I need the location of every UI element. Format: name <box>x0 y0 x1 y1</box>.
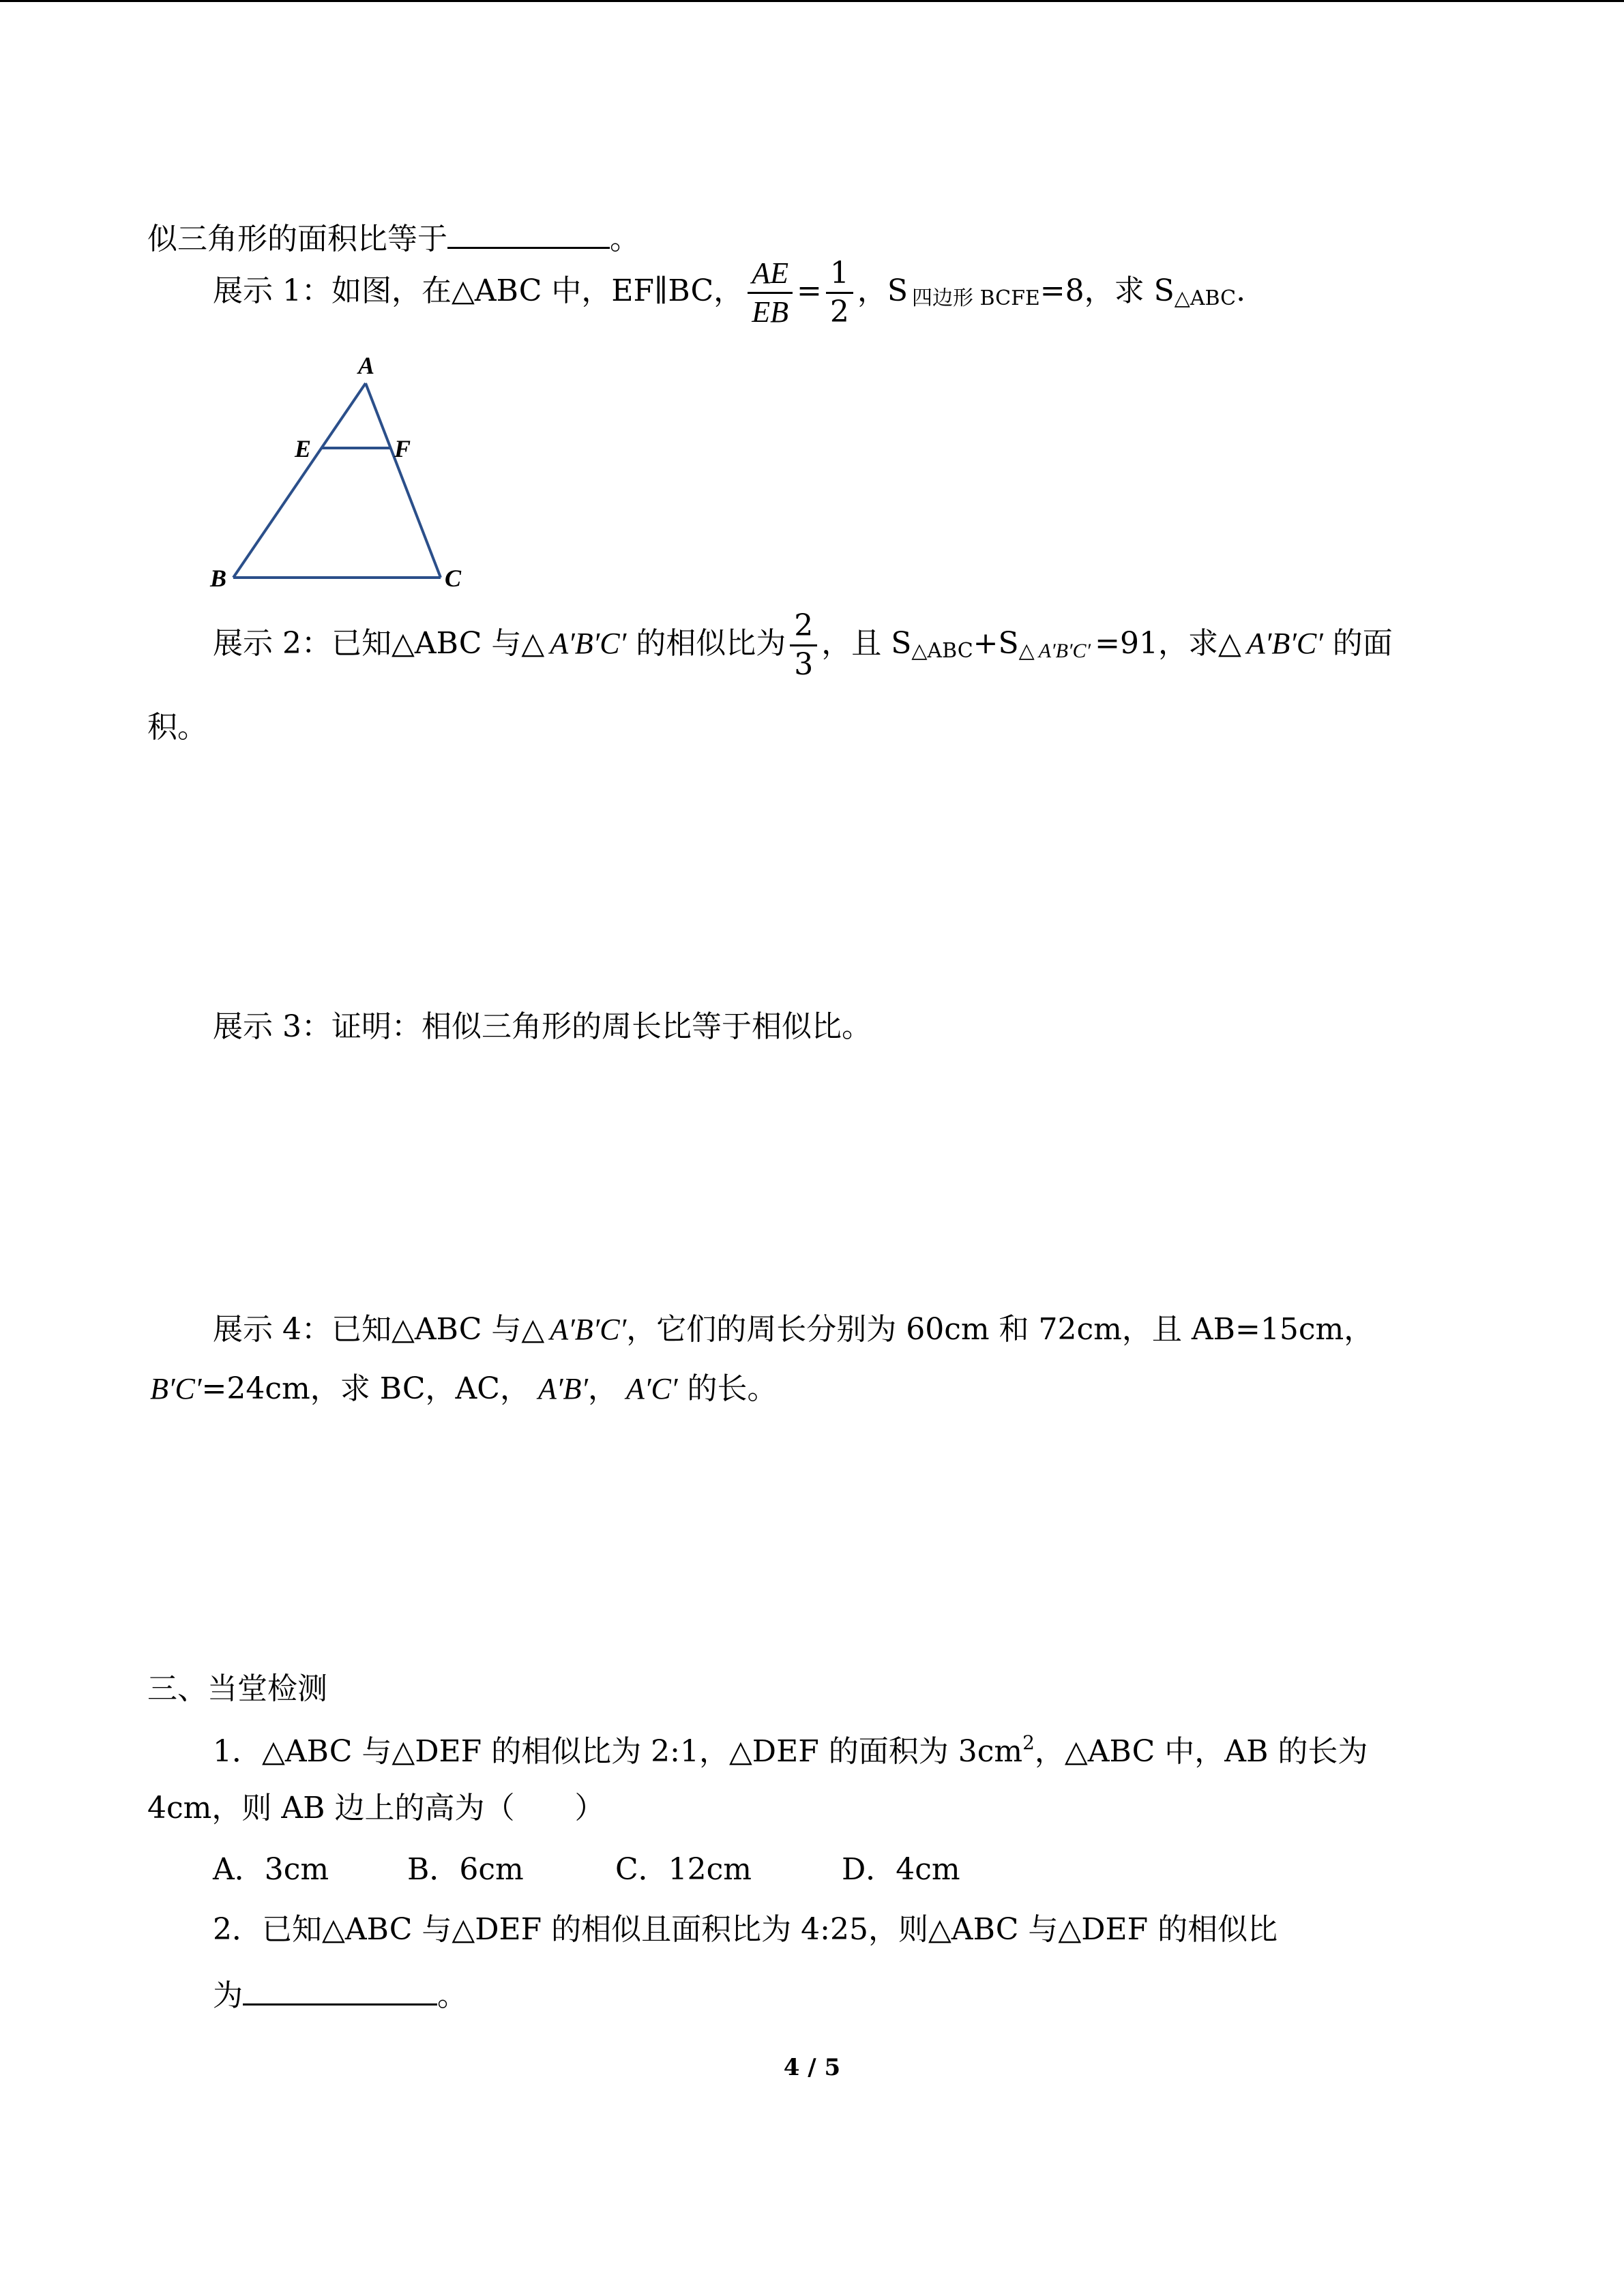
side-ac <box>366 383 441 578</box>
label-e: E <box>295 435 312 462</box>
answer-blank[interactable] <box>447 220 610 249</box>
label-c: C <box>445 565 462 592</box>
option-a[interactable]: A．3cm <box>213 1852 329 1887</box>
fraction-two-thirds: $\frac{2}{3}$ <box>790 610 817 681</box>
display-4-cont: B′C′=24cm，求 BC，AC， A′B′， A′C′ 的长。 <box>150 1371 778 1406</box>
label-b: B <box>210 565 227 592</box>
display-1: 展示 1：如图，在△ABC 中，EF∥BC， $\frac{AE}{EB}$ = $\frac{1}{2}$ ，S $_{四边形 BCFE}$=8，求 $S_{\triangle ABC}$. <box>213 256 1246 330</box>
question-2: 2．已知△ABC 与△DEF 的相似且面积比为 4:25，则△ABC 与△DEF 的相似比 <box>213 1912 1278 1947</box>
label-a: A <box>358 352 375 379</box>
page-top-border <box>0 0 1624 2</box>
fraction-ae-eb: $\frac{AE}{EB}$ <box>748 258 793 328</box>
display-2-cont: 积。 <box>147 710 207 745</box>
fraction-one-half: $\frac{1}{2}$ <box>826 258 853 328</box>
option-d[interactable]: D．4cm <box>842 1852 960 1887</box>
answer-blank-q2[interactable] <box>243 1976 437 2006</box>
section-3-title: 三、当堂检测 <box>147 1671 327 1706</box>
side-ab <box>233 383 366 578</box>
display-2: 展示 2：已知△ABC 与△ A′B′C′ 的相似比为 $\frac{2}{3}$ ，且 $S_{\triangle ABC}+S_\triangle$ $_{A'B'C'}$ =91，求△ A′B′C′ 的面 <box>213 608 1393 683</box>
page-number: 4 / 5 <box>783 2054 841 2081</box>
intro-line: 似三角形的面积比等于 。 <box>147 220 640 254</box>
triangle-lines <box>233 383 441 578</box>
question-1-cont: 4cm，则 AB 边上的高为（ ） <box>147 1791 605 1825</box>
display-3: 展示 3：证明：相似三角形的周长比等于相似比。 <box>213 1009 872 1044</box>
label-f: F <box>394 435 411 462</box>
option-c[interactable]: C．12cm <box>615 1852 752 1887</box>
question-1: 1．△ABC 与△DEF 的相似比为 2:1，△DEF 的面积为 $3cm^2$，△ABC 中，AB 的长为 <box>213 1731 1368 1769</box>
triangle-figure <box>198 351 484 597</box>
display-4: 展示 4：已知△ABC 与△ A′B′C′，它们的周长分别为 60cm 和 72cm，且 AB=15cm， <box>213 1312 1374 1347</box>
option-b[interactable]: B．6cm <box>407 1852 524 1887</box>
question-2-cont: 为 。 <box>213 1976 467 2011</box>
